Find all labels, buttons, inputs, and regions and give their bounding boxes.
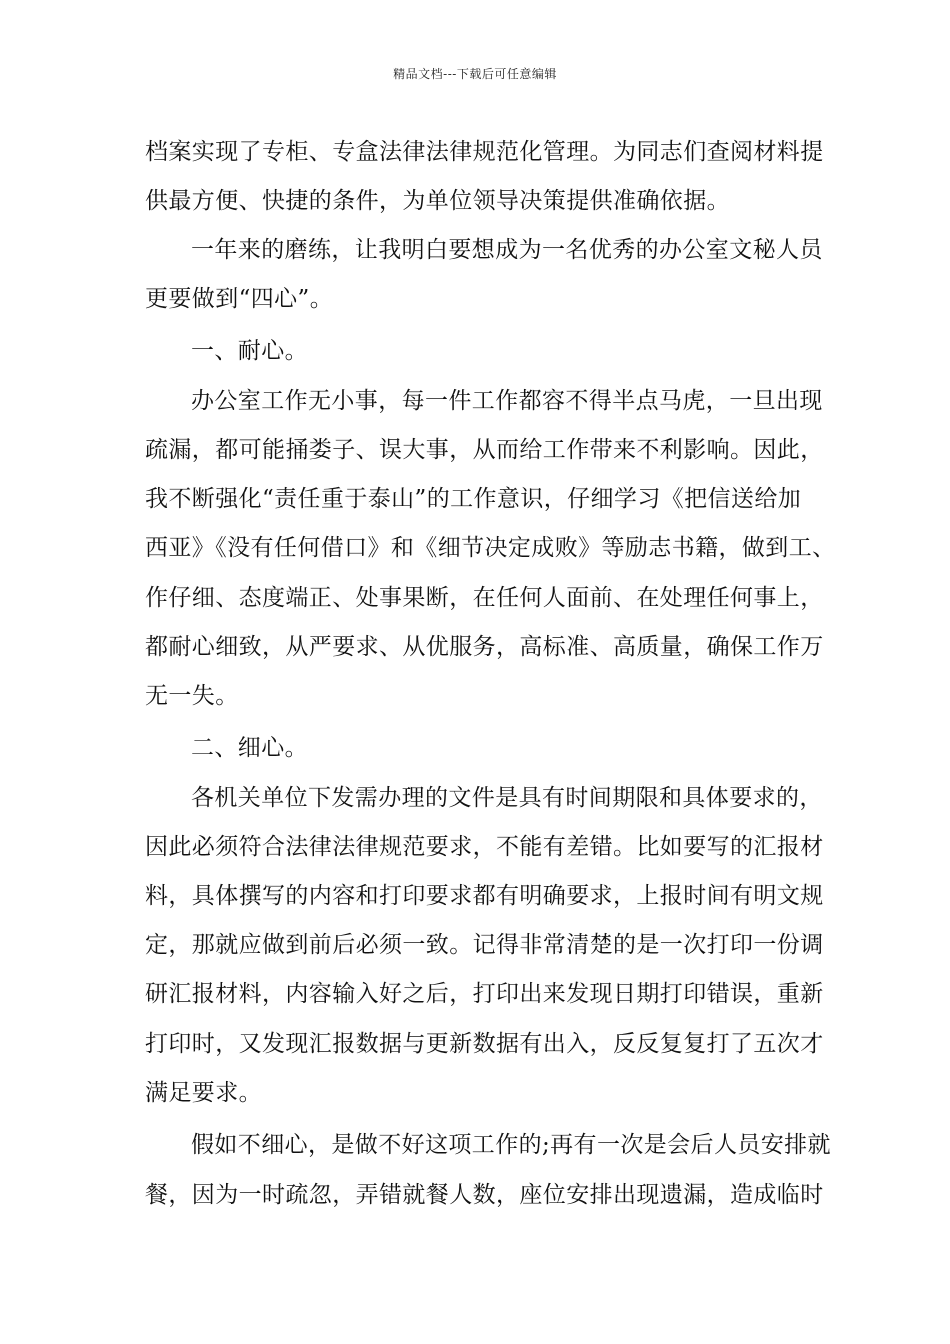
paragraph-start-line: 假如不细心，是做不好这项工作的;再有一次是会后人员安排就 (191, 1132, 831, 1158)
text-line: 更要做到“四心”。 (145, 286, 334, 312)
text-line: 无一失。 (145, 683, 239, 709)
text-line: 满足要求。 (145, 1080, 262, 1106)
text-line: 研汇报材料，内容输入好之后，打印出来发现日期打印错误，重新 (145, 981, 824, 1007)
text-line: 因此必须符合法律法律规范要求，不能有差错。比如要写的汇报材 (145, 834, 824, 860)
section-heading: 二、细心。 (191, 735, 308, 761)
paragraph-start-line: 办公室工作无小事，每一件工作都容不得半点马虎，一旦出现 (191, 388, 823, 414)
text-line: 定，那就应做到前后必须一致。记得非常清楚的是一次打印一份调 (145, 932, 824, 958)
paragraph-start-line: 一年来的磨练，让我明白要想成为一名优秀的办公室文秘人员 (191, 237, 823, 263)
page-header: 精品文档---下载后可任意编辑 (393, 67, 557, 81)
text-line: 档案实现了专柜、专盒法律法律规范化管理。为同志们查阅材料提 (145, 139, 824, 165)
text-line: 都耐心细致，从严要求、从优服务，高标准、高质量，确保工作万 (145, 634, 824, 660)
text-line: 料，具体撰写的内容和打印要求都有明确要求，上报时间有明文规 (145, 883, 824, 909)
paragraph-start-line: 各机关单位下发需办理的文件是具有时间期限和具体要求的， (191, 785, 823, 811)
text-line: 我不断强化“责任重于泰山”的工作意识，仔细学习《把信送给加 (145, 486, 802, 512)
text-line: 打印时，又发现汇报数据与更新数据有出入，反反复复打了五次才 (145, 1031, 824, 1057)
text-line: 餐，因为一时疏忽，弄错就餐人数，座位安排出现遗漏，造成临时 (145, 1182, 824, 1208)
text-line: 疏漏，都可能捅娄子、误大事，从而给工作带来不利影响。因此， (145, 437, 824, 463)
text-line: 西亚》《没有任何借口》和《细节决定成败》等励志书籍，做到工、 (145, 535, 836, 561)
section-heading: 一、耐心。 (191, 338, 308, 364)
text-line: 供最方便、快捷的条件，为单位领导决策提供准确依据。 (145, 188, 730, 214)
text-line: 作仔细、态度端正、处事果断，在任何人面前、在处理任何事上， (145, 585, 824, 611)
